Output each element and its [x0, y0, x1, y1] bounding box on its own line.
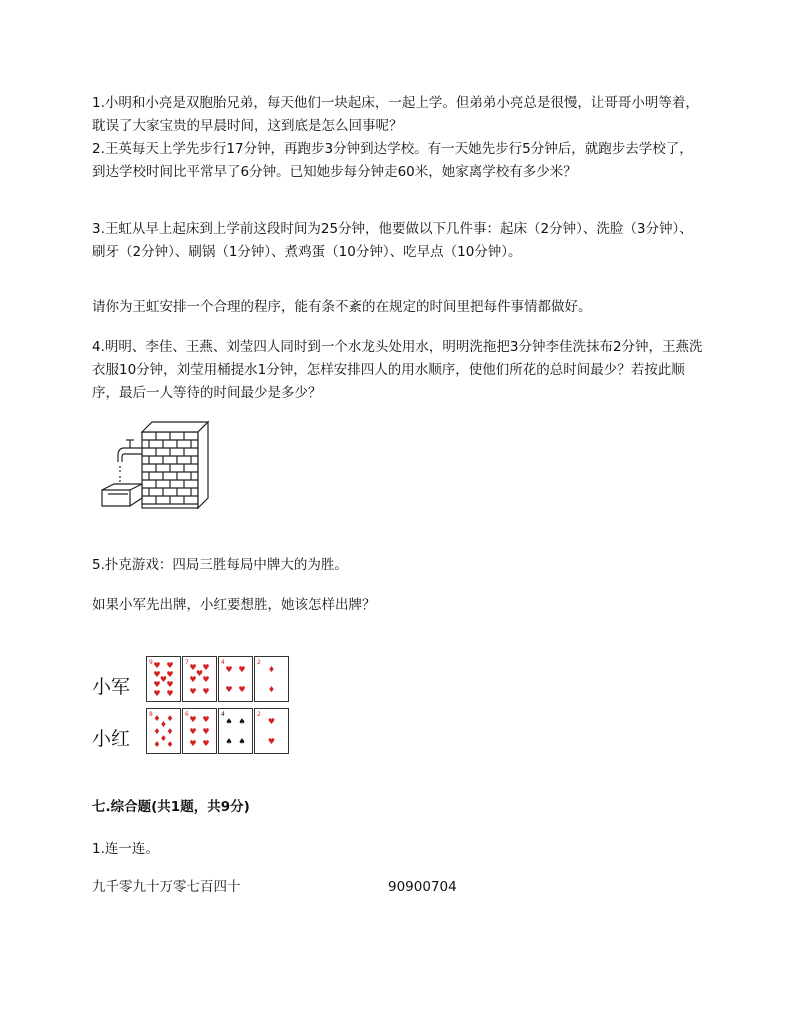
playing-card — [182, 708, 217, 754]
question-1: 1.小明和小亮是双胞胎兄弟，每天他们一块起床，一起上学。但弟弟小亮总是很慢，让哥哥小明等着，耽误了大家宝贵的早晨时间，这到底是怎么回事呢？ — [92, 95, 699, 134]
question-5: 5.扑克游戏：四局三胜每局中牌大的为胜。 — [92, 557, 348, 573]
card-rank: 2 — [257, 659, 261, 666]
heart-pip-icon: ♥ — [202, 675, 210, 684]
diamond-pip-icon: ♦ — [159, 734, 168, 743]
playing-card — [254, 708, 289, 754]
spade-pip-icon: ♠ — [225, 717, 233, 726]
heart-pip-icon: ♥ — [202, 687, 210, 696]
card-rank: 9 — [149, 659, 153, 666]
chinese-number: 九千零九十万零七百四十 — [92, 879, 241, 895]
diamond-pip-icon: ♦ — [166, 714, 174, 723]
spade-pip-icon: ♠ — [225, 737, 233, 746]
heart-pip-icon: ♥ — [153, 661, 161, 670]
spade-pip-icon: ♠ — [238, 737, 246, 746]
playing-card — [182, 656, 217, 702]
heart-pip-icon: ♥ — [166, 661, 174, 670]
heart-pip-icon: ♥ — [225, 685, 233, 694]
card-rank: 6 — [185, 711, 189, 718]
card-game-figure — [92, 650, 292, 760]
question-3: 3.王虹从早上起床到上学前这段时间为25分钟，他要做以下几件事：起床（2分钟）、洗脸（3分钟）、刷牙（2分钟）、刷锅（1分钟）、煮鸡蛋（10分钟）、吃早点（10分钟）。 — [92, 221, 693, 260]
heart-pip-icon: ♥ — [267, 717, 276, 726]
section-7-item-1: 1.连一连。 — [92, 841, 159, 857]
faucet-wall-illustration — [100, 418, 210, 510]
heart-pip-icon: ♥ — [238, 685, 246, 694]
heart-pip-icon: ♥ — [166, 680, 174, 689]
heart-pip-icon: ♥ — [238, 665, 246, 674]
playing-card — [218, 656, 253, 702]
heart-pip-icon: ♥ — [189, 675, 197, 684]
diamond-pip-icon: ♦ — [153, 740, 161, 749]
player-label-xiaojun: 小军 — [92, 676, 131, 698]
heart-pip-icon: ♥ — [159, 675, 168, 684]
heart-pip-icon: ♥ — [202, 739, 210, 748]
playing-card — [218, 708, 253, 754]
heart-pip-icon: ♥ — [202, 715, 210, 724]
question-3-instruction: 请你为王虹安排一个合理的程序，能有条不紊的在规定的时间里把每件事情都做好。 — [92, 299, 592, 315]
arabic-number: 90900704 — [388, 879, 457, 895]
card-rank: 2 — [257, 711, 261, 718]
heart-pip-icon: ♥ — [189, 739, 197, 748]
diamond-pip-icon: ♦ — [267, 665, 276, 674]
heart-pip-icon: ♥ — [189, 663, 197, 672]
heart-pip-icon: ♥ — [189, 727, 197, 736]
heart-pip-icon: ♥ — [166, 689, 174, 698]
diamond-pip-icon: ♦ — [153, 727, 161, 736]
heart-pip-icon: ♥ — [189, 715, 197, 724]
playing-card — [254, 656, 289, 702]
section-7-heading: 七.综合题(共1题，共9分) — [92, 799, 250, 815]
card-rank: 4 — [221, 659, 225, 666]
heart-pip-icon: ♥ — [202, 663, 210, 672]
diamond-pip-icon: ♦ — [166, 727, 174, 736]
heart-pip-icon: ♥ — [202, 727, 210, 736]
playing-card — [146, 708, 181, 754]
player-label-xiaohong: 小红 — [92, 728, 131, 750]
question-4: 4.明明、李佳、王燕、刘莹四人同时到一个水龙头处用水，明明洗拖把3分钟李佳洗抹布2分钟，王燕洗衣服10分钟，刘莹用桶提水1分钟，怎样安排四人的用水顺序，使他们所花的总时间最少？若按此顺序，最后一人等待的时间最少是多少？ — [92, 339, 703, 401]
question-2: 2.王英每天上学先步行17分钟，再跑步3分钟到达学校。有一天她先步行5分钟后，就跑步去学校了，到达学校时间比平常早了6分钟。已知她步每分钟走60米，她家离学校有多少米？ — [92, 141, 693, 180]
diamond-pip-icon: ♦ — [166, 740, 174, 749]
card-rank: 7 — [185, 659, 189, 666]
diamond-pip-icon: ♦ — [267, 685, 276, 694]
heart-pip-icon: ♥ — [166, 670, 174, 679]
heart-pip-icon: ♥ — [153, 680, 161, 689]
match-row — [92, 876, 704, 899]
heart-pip-icon: ♥ — [153, 689, 161, 698]
question-5-prompt: 如果小军先出牌，小红要想胜，她该怎样出牌？ — [92, 597, 376, 613]
spade-pip-icon: ♠ — [238, 717, 246, 726]
heart-pip-icon: ♥ — [225, 665, 233, 674]
heart-pip-icon: ♥ — [153, 670, 161, 679]
card-rank: 8 — [149, 711, 153, 718]
diamond-pip-icon: ♦ — [153, 714, 161, 723]
heart-pip-icon: ♥ — [267, 737, 276, 746]
diamond-pip-icon: ♦ — [159, 720, 168, 729]
heart-pip-icon: ♥ — [189, 687, 197, 696]
playing-card — [146, 656, 181, 702]
heart-pip-icon: ♥ — [195, 669, 204, 678]
card-rank: 4 — [221, 711, 225, 718]
